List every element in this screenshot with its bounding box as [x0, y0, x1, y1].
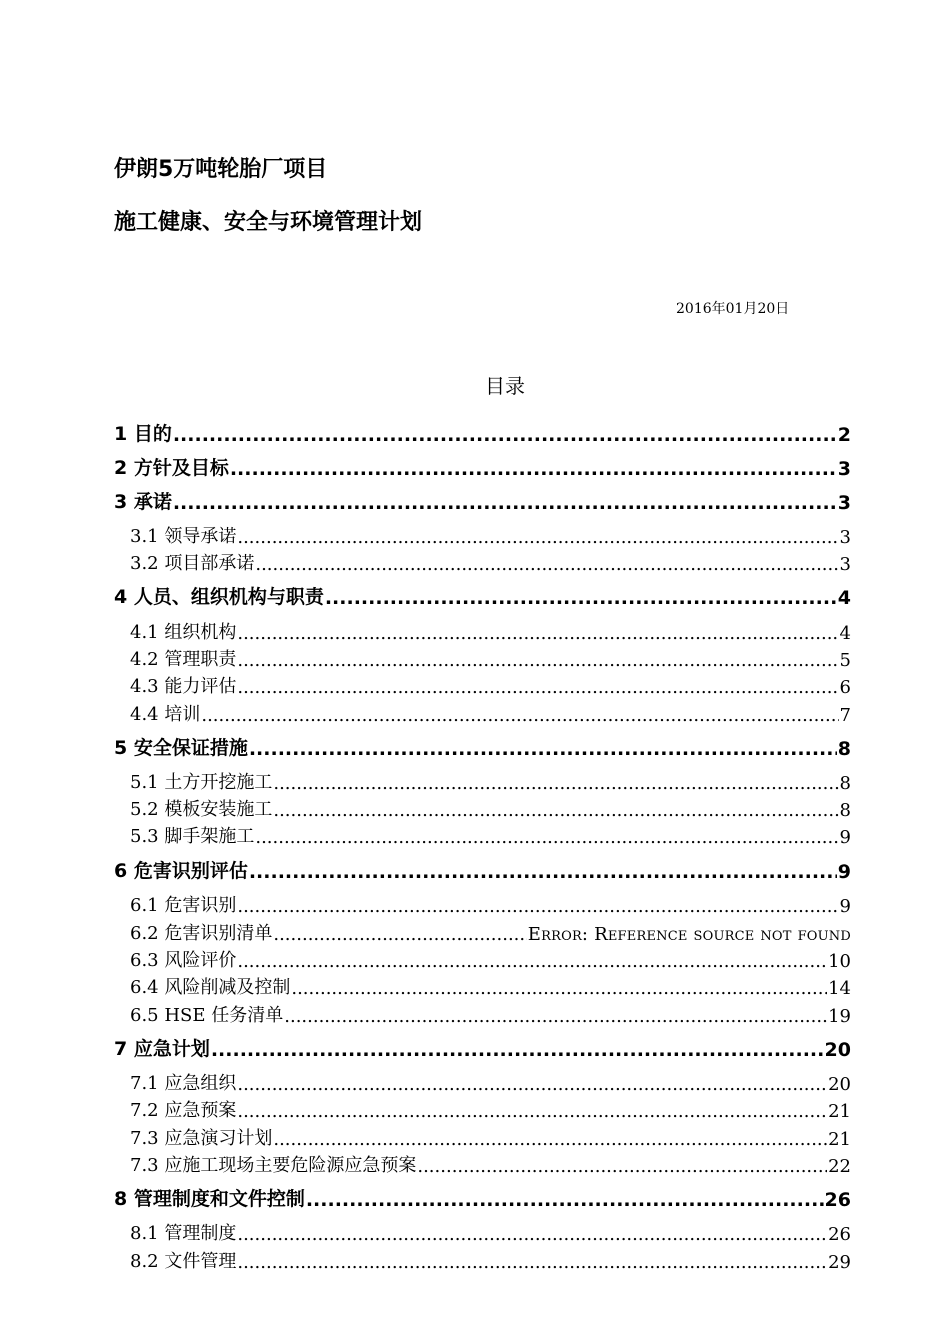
toc-entry[interactable]: [114, 645, 851, 671]
toc-dot-leader: [237, 677, 838, 698]
toc-entry[interactable]: [114, 618, 851, 644]
toc-entry[interactable]: [114, 822, 851, 848]
toc-entry-page: 21: [828, 1129, 851, 1150]
toc-dot-leader: [255, 827, 838, 848]
toc-entry-page: 5: [839, 650, 851, 671]
toc-dot-leader: [173, 424, 837, 446]
toc-dot-leader: [237, 1224, 827, 1245]
toc-entry-label: 6.1 危害识别: [130, 895, 237, 916]
toc-entry-label: 6 危害识别评估: [114, 860, 248, 882]
toc-entry-page: 8: [839, 773, 851, 794]
toc-entry-label: 7.3 应施工现场主要危险源应急预案: [130, 1155, 417, 1176]
toc-entry[interactable]: [114, 1151, 851, 1177]
toc-entry-label: 2 方针及目标: [114, 457, 229, 479]
toc-entry-page: 7: [839, 705, 851, 726]
toc-entry-label: 7.1 应急组织: [130, 1073, 237, 1094]
toc-entry-label: 4.4 培训: [130, 704, 201, 725]
toc-entry-label: 4.1 组织机构: [130, 622, 237, 643]
toc-entry-page: 21: [828, 1101, 851, 1122]
toc-dot-leader: [201, 705, 838, 726]
toc-entry[interactable]: [114, 919, 851, 945]
toc-entry[interactable]: [114, 795, 851, 821]
toc-entry-page: 9: [839, 896, 851, 917]
toc-entry-error: Error: Reference source not found: [527, 924, 851, 945]
toc-entry[interactable]: [114, 1069, 851, 1095]
toc-entry-label: 8.1 管理制度: [130, 1223, 237, 1244]
toc-entry-label: 6.4 风险削减及控制: [130, 977, 291, 998]
toc-dot-leader: [417, 1156, 827, 1177]
toc-dot-leader: [237, 650, 838, 671]
toc-dot-leader: [230, 458, 837, 480]
toc-dot-leader: [237, 1074, 827, 1095]
document-title-line2: 施工健康、安全与环境管理计划: [114, 210, 423, 235]
toc-entry-page: 10: [828, 951, 851, 972]
toc-entry-page: 29: [828, 1252, 851, 1273]
toc-entry[interactable]: [114, 454, 851, 480]
toc-entry-label: 6.3 风险评价: [130, 950, 237, 971]
toc-entry-page: 22: [828, 1156, 851, 1177]
toc-entry-label: 5.1 土方开挖施工: [130, 772, 273, 793]
toc-entry[interactable]: [114, 583, 851, 609]
toc-dot-leader: [237, 527, 838, 548]
toc-entry-page: 26: [824, 1189, 851, 1211]
toc-dot-leader: [249, 861, 837, 883]
toc-entry[interactable]: [114, 946, 851, 972]
toc-entry[interactable]: [114, 857, 851, 883]
toc-entry-page: 4: [837, 587, 851, 609]
toc-dot-leader: [237, 1101, 827, 1122]
toc-dot-leader: [237, 896, 838, 917]
toc-entry-page: 26: [828, 1224, 851, 1245]
toc-entry[interactable]: [114, 420, 851, 446]
toc-entry-page: 19: [828, 1006, 851, 1027]
toc-entry[interactable]: [114, 973, 851, 999]
toc-entry-page: 3: [839, 554, 851, 575]
toc-dot-leader: [249, 738, 837, 760]
toc-entry-page: 3: [837, 458, 851, 480]
toc-entry-label: 7.2 应急预案: [130, 1100, 237, 1121]
toc-entry-page: 3: [837, 492, 851, 514]
toc-entry[interactable]: [114, 488, 851, 514]
toc-entry-page: 20: [824, 1039, 851, 1061]
toc-dot-leader: [273, 1129, 827, 1150]
toc-entry-label: 6.2 危害识别清单: [130, 923, 273, 944]
toc-entry[interactable]: [114, 768, 851, 794]
toc-entry-label: 7.3 应急演习计划: [130, 1128, 273, 1149]
toc-entry-label: 8.2 文件管理: [130, 1251, 237, 1272]
toc-dot-leader: [306, 1189, 824, 1211]
toc-entry-label: 7 应急计划: [114, 1038, 210, 1060]
toc-entry[interactable]: [114, 1001, 851, 1027]
toc-dot-leader: [211, 1039, 824, 1061]
toc-entry-page: 8: [837, 738, 851, 760]
toc-entry-label: 3 承诺: [114, 491, 172, 513]
toc-entry[interactable]: [114, 1219, 851, 1245]
toc-entry[interactable]: [114, 1124, 851, 1150]
toc-entry-label: 4.2 管理职责: [130, 649, 237, 670]
toc-dot-leader: [255, 554, 838, 575]
toc-entry-page: 2: [837, 424, 851, 446]
toc-dot-leader: [273, 800, 838, 821]
toc-entry-page: 9: [839, 827, 851, 848]
toc-dot-leader: [291, 978, 827, 999]
toc-dot-leader: [237, 951, 827, 972]
toc-entry[interactable]: [114, 522, 851, 548]
toc-entry-page: 4: [839, 623, 851, 644]
toc-dot-leader: [273, 773, 838, 794]
toc-dot-leader: [173, 492, 837, 514]
toc-entry-label: 1 目的: [114, 423, 172, 445]
toc-heading: 目录: [485, 374, 525, 398]
toc-entry-label: 5 安全保证措施: [114, 737, 248, 759]
toc-entry-label: 5.2 模板安装施工: [130, 799, 273, 820]
document-title-line1: 伊朗5万吨轮胎厂项目: [114, 157, 328, 182]
toc-dot-leader: [325, 587, 837, 609]
toc-entry-label: 3.2 项目部承诺: [130, 553, 255, 574]
toc-entry-label: 4.3 能力评估: [130, 676, 237, 697]
toc-entry[interactable]: [114, 891, 851, 917]
toc-entry-page: 8: [839, 800, 851, 821]
toc-entry[interactable]: [114, 1096, 851, 1122]
toc-entry-label: 4 人员、组织机构与职责: [114, 586, 324, 608]
toc-entry-page: 9: [837, 861, 851, 883]
toc-dot-leader: [273, 924, 526, 945]
toc-entry-page: 14: [828, 978, 851, 999]
toc-entry[interactable]: [114, 1035, 851, 1061]
toc-entry-label: 6.5 HSE 任务清单: [130, 1005, 284, 1026]
document-date: 2016年01月20日: [676, 301, 790, 317]
toc-entry[interactable]: [114, 549, 851, 575]
toc-dot-leader: [237, 1252, 827, 1273]
toc-entry[interactable]: [114, 700, 851, 726]
toc-entry-label: 5.3 脚手架施工: [130, 826, 255, 847]
toc-dot-leader: [284, 1006, 827, 1027]
toc-entry[interactable]: [114, 1247, 851, 1273]
toc-dot-leader: [237, 623, 838, 644]
toc-entry-label: 3.1 领导承诺: [130, 526, 237, 547]
toc-entry-page: 20: [828, 1074, 851, 1095]
toc-entry[interactable]: [114, 672, 851, 698]
toc-entry-label: 8 管理制度和文件控制: [114, 1188, 305, 1210]
toc-entry-page: 6: [839, 677, 851, 698]
toc-entry[interactable]: [114, 734, 851, 760]
toc-entry-page: 3: [839, 527, 851, 548]
toc-entry[interactable]: [114, 1185, 851, 1211]
